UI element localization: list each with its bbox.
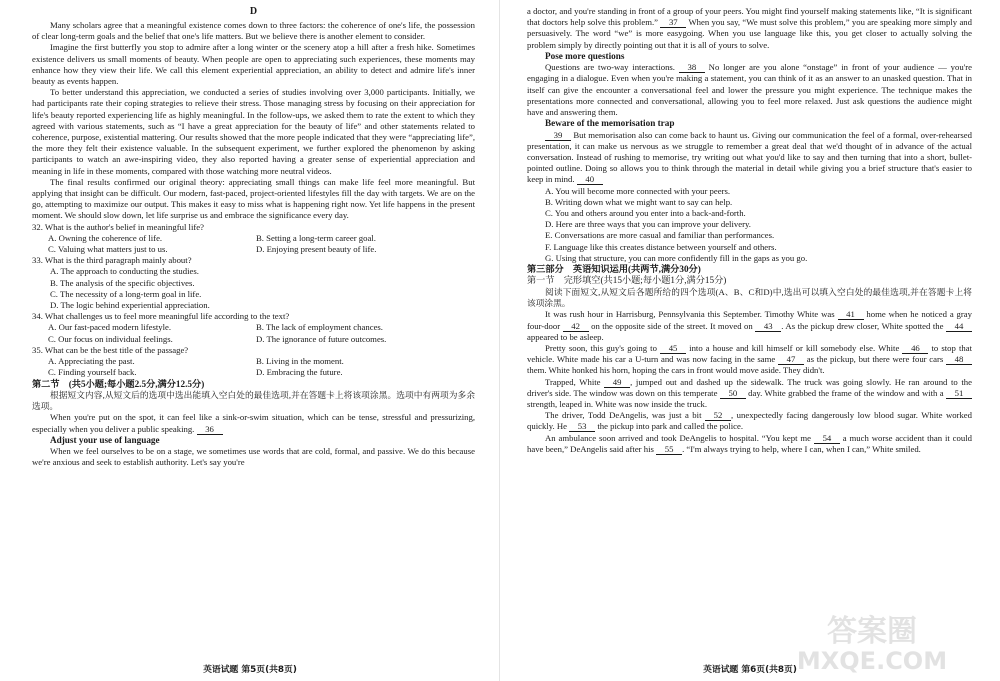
cloze-paragraph: [527, 343, 972, 377]
question-33: [32, 255, 475, 311]
watermark-text-bottom: MXQE.COM: [796, 647, 948, 675]
option-g: G. Using that structure, you can more confidently fill in the gaps as you go.: [545, 252, 808, 263]
passage-paragraph: Imagine the first butterfly you stop to admire after a long winter or the scenery atop a hill after a fresh hike. Sometimes existence delivers us small moments of beauty. When people are open to appreciating such experiences, these moments may enhance how they view their life. We call this element experiential appreciation, an ability to detect and admire life's inner beauty as events happen.: [32, 42, 475, 87]
seven-choice-options: [545, 186, 972, 264]
question-stem: 33. What is the third paragraph mainly about?: [32, 255, 192, 266]
text-run: When you say, “We must solve this problem,” you are speaking more simply and persuasively. The word “we” is more easygoing. When you use language like this, you get closer to actually solving the problem simply by directly pointing out that it is all of yours to solve.: [527, 17, 972, 50]
option-d: D. Enjoying present beauty of life.: [256, 244, 377, 255]
text-run: The driver, Todd DeAngelis, was just a bit: [545, 410, 705, 421]
section-letter: D: [249, 6, 258, 17]
part-3-title: 第三部分 英语知识运用(共两节,满分30分): [527, 264, 701, 275]
blank-46: 46: [902, 344, 928, 354]
adjust-language-paragraph: When we feel ourselves to be on a stage, we sometimes use words that are cold, formal, and passive. We do this because we're anxious and seek to establish authority. Let's say you're: [32, 446, 475, 468]
blank-45: 45: [660, 344, 686, 354]
watermark-text-top: 答案圈: [827, 614, 917, 649]
blank-39: 39: [545, 131, 571, 141]
question-stem: 32. What is the author's belief in meaningful life?: [32, 221, 204, 232]
question-stem: 35. What can be the best title of the passage?: [32, 344, 189, 355]
text-run: , unexpectedly facing dangerously low blood sugar. White worked quickly. He: [527, 410, 972, 432]
text-run: An ambulance soon arrived and took DeAngelis to hospital. “You kept me: [545, 432, 814, 443]
blank-38: 38: [679, 63, 705, 73]
blank-42: 42: [563, 322, 589, 332]
subhead-memorisation-trap: Beware of the memorisation trap: [545, 118, 675, 129]
passage-paragraph: Many scholars agree that a meaningful existence comes down to three factors: the coherence of one's life, the possession of clear long-term goals and the belief that one's life matters. But we believe there is another element to consider.: [32, 20, 475, 42]
option-b: B. The lack of employment chances.: [256, 322, 383, 333]
subhead-pose-questions: Pose more questions: [545, 50, 625, 61]
adjust-language-continued: [527, 6, 972, 51]
question-34: [32, 311, 475, 345]
option-b: B. The analysis of the specific objectives.: [50, 277, 195, 288]
option-a: A. Owning the coherence of life.: [48, 232, 163, 243]
blank-54: 54: [814, 434, 840, 444]
page-footer-left: 英语试题 第5页(共8页): [203, 665, 297, 675]
subhead-adjust-language: Adjust your use of language: [50, 434, 160, 445]
text-run: into a house and kill himself or kill somebody else. White: [686, 342, 903, 353]
blank-48: 48: [946, 355, 972, 365]
blank-47: 47: [778, 355, 804, 365]
option-e: E. Conversations are more casual and familiar than performances.: [545, 230, 775, 241]
right-page: [500, 0, 1000, 681]
text-run: a doctor, and you're standing in front of a group of your peers. You might find yourself making statements like, “It is significant that doctors help solve this problem.”: [527, 6, 972, 28]
text-run: day. White grabbed the frame of the window and with a: [745, 387, 946, 398]
intro-text: When you're put on the spot, it can feel like a sink-or-swim situation, which can be tense, stressful and pressurizing, especially when you deliver a public speaking.: [32, 412, 475, 434]
blank-49: 49: [604, 378, 630, 388]
text-run: . “I'm always trying to help, where I can, when I can,” White smiled.: [682, 443, 921, 454]
text-run: home when he noticed a gray four-door: [527, 309, 972, 331]
blank-41: 41: [838, 310, 864, 320]
option-c: C. You and others around you enter into a back-and-forth.: [545, 208, 746, 219]
cloze-paragraph: [527, 377, 972, 411]
text-run: as the pickup, but there were four cars: [804, 354, 946, 365]
question-stem: 34. What challenges us to feel more meaningful life according to the text?: [32, 311, 290, 322]
text-run: Questions are two-way interactions.: [545, 62, 675, 73]
option-a: A. The approach to conducting the studies.: [50, 266, 199, 277]
passage-paragraph: To better understand this appreciation, we conducted a series of studies involving over 3,000 participants. Initially, we had participants rate their coping strategies to relieve their stress. Those managing stress by focusing on their appreciation for life's beauty reported experiencing life as highly meaningful. In the follow-ups, we asked them to rate the extent to which they agreed with various statements, such as “I have a great appreciation for the beauty of life” and other statements related to coherence, purpose, existential mattering. Our results showed that the more people indicated that they were “appreciating life”, the more they felt their existence valuable. In the subsequent experiment, we further explored the phenomenon by asking participants to watch an awe-inspiring video, they also reported having a greater sense of experiential appreciation and meaning in life in these moments, compared with those watching more neutral videos.: [32, 87, 475, 176]
option-c: C. Valuing what matters just to us.: [48, 244, 168, 255]
text-run: No longer are you alone “onstage” in front of your audience — you're engaging in a dialogue. Even when you're making a statement, you can think of it as an answer to an unasked question. That in itself can give the encounter a conversational feel and lower the pressure you might experience. The technique makes the presentations more connected and conversational, allowing you to feel more relaxed. Just ask questions the audience might have and answering them.: [527, 62, 973, 118]
text-run: to stop that vehicle. White made his car a U-turn and was now facing in the same: [527, 342, 972, 365]
question-32: [32, 222, 475, 256]
option-d: D. Here are three ways that you can improve your delivery.: [545, 219, 751, 230]
text-run: on the opposite side of the street. It moved on: [588, 320, 756, 331]
text-run: strength, leaped in. White was now inside the truck.: [527, 398, 708, 409]
passage-paragraph: The final results confirmed our original theory: appreciating small things can make life feel more meaningful. But applying that insight can be difficult. Our modern, fast-paced, project-oriented lifestyles fill the day with targets. We are on the go, attempting to maximize our output. This makes it easy to miss what is happening right now. Yet life happens in the present moment. We should slow down, let life surprise us and embrace the significance every day.: [32, 176, 475, 221]
blank-36: 36: [197, 425, 223, 435]
text-run: Trapped, White: [545, 376, 605, 387]
option-c: C. Our focus on individual feelings.: [48, 333, 173, 344]
text-run: But memorisation also can come back to haunt us. Giving our communication the feel of a formal, over-rehearsed presentation, it can make us nervous as we struggle to remember a great deal that we'd thought of in advance of the actual conversation. Instead of rushing to memorise, try writing out what you'd like to say and then turning that into a short, bullet-pointed outline. Doing so allows you to think through the material in detail while giving you a brief structure that's easier to keep in mind.: [527, 129, 973, 185]
option-d: D. The logic behind experiential appreciation.: [50, 300, 210, 311]
cloze-section-title: 第一节 完形填空(共15小题;每小题1分,满分15分): [527, 275, 727, 286]
cloze-paragraph: [527, 309, 972, 343]
option-d: D. Embracing the future.: [256, 367, 343, 378]
seven-choice-intro: [32, 412, 475, 434]
option-c: C. The necessity of a long-term goal in life.: [50, 288, 202, 299]
blank-40: 40: [577, 175, 603, 185]
blank-50: 50: [720, 389, 746, 399]
cloze-instructions: 阅读下面短文,从短文后各题所给的四个选项(A、B、C和D)中,选出可以填入空白处的最佳选项,并在答题卡上将该项涂黑。: [527, 286, 972, 309]
question-35: [32, 345, 475, 379]
option-c: C. Finding yourself back.: [48, 367, 137, 378]
section-2-instructions: 根据短文内容,从短文后的选项中选出能填入空白处的最佳选项,并在答题卡上将该项涂黑。选项中有两项为多余选项。: [32, 389, 475, 412]
pose-questions-paragraph: [527, 62, 972, 118]
option-b: B. Setting a long-term career goal.: [256, 232, 376, 243]
option-b: B. Writing down what we might want to say can help.: [545, 196, 733, 207]
option-d: D. The ignorance of future outcomes.: [256, 333, 387, 344]
option-a: A. Appreciating the past.: [48, 356, 135, 367]
text-run: It was rush hour in Harrisburg, Pennsylvania this September. Timothy White was: [545, 309, 838, 320]
cloze-passage: [527, 309, 972, 455]
text-run: a much worse accident than it could have been,” DeAngelis said after his: [527, 432, 972, 454]
text-run: Pretty soon, this guy's going to: [545, 342, 661, 353]
blank-51: 51: [946, 389, 972, 399]
text-run: , jumped out and dashed up the sidewalk. The truck was going slowly. He ran around to the driver's side. The window was down on this temperate: [527, 376, 972, 398]
section-2-title: 第二节 (共5小题;每小题2.5分,满分12.5分): [32, 378, 205, 389]
blank-44: 44: [946, 322, 972, 332]
option-a: A. Our fast-paced modern lifestyle.: [48, 322, 172, 333]
text-run: the pickup into park and called the police.: [595, 421, 744, 432]
memorisation-paragraph: [527, 130, 972, 186]
blank-52: 52: [705, 411, 731, 421]
text-run: appeared to be asleep.: [527, 331, 604, 342]
blank-55: 55: [656, 445, 682, 455]
text-run: them. White honked his horn, hoping the cars in front would move aside. They didn't.: [527, 365, 825, 376]
option-a: A. You will become more connected with your peers.: [545, 185, 731, 196]
blank-43: 43: [755, 322, 781, 332]
page-footer-right: 英语试题 第6页(共8页): [703, 665, 797, 675]
cloze-paragraph: [527, 433, 972, 455]
blank-37: 37: [660, 18, 686, 28]
blank-53: 53: [569, 422, 595, 432]
option-f: F. Language like this creates distance between yourself and others.: [545, 241, 777, 252]
cloze-paragraph: [527, 410, 972, 432]
text-run: . As the pickup drew closer, White spotted the: [781, 320, 946, 331]
option-b: B. Living in the moment.: [256, 356, 344, 367]
